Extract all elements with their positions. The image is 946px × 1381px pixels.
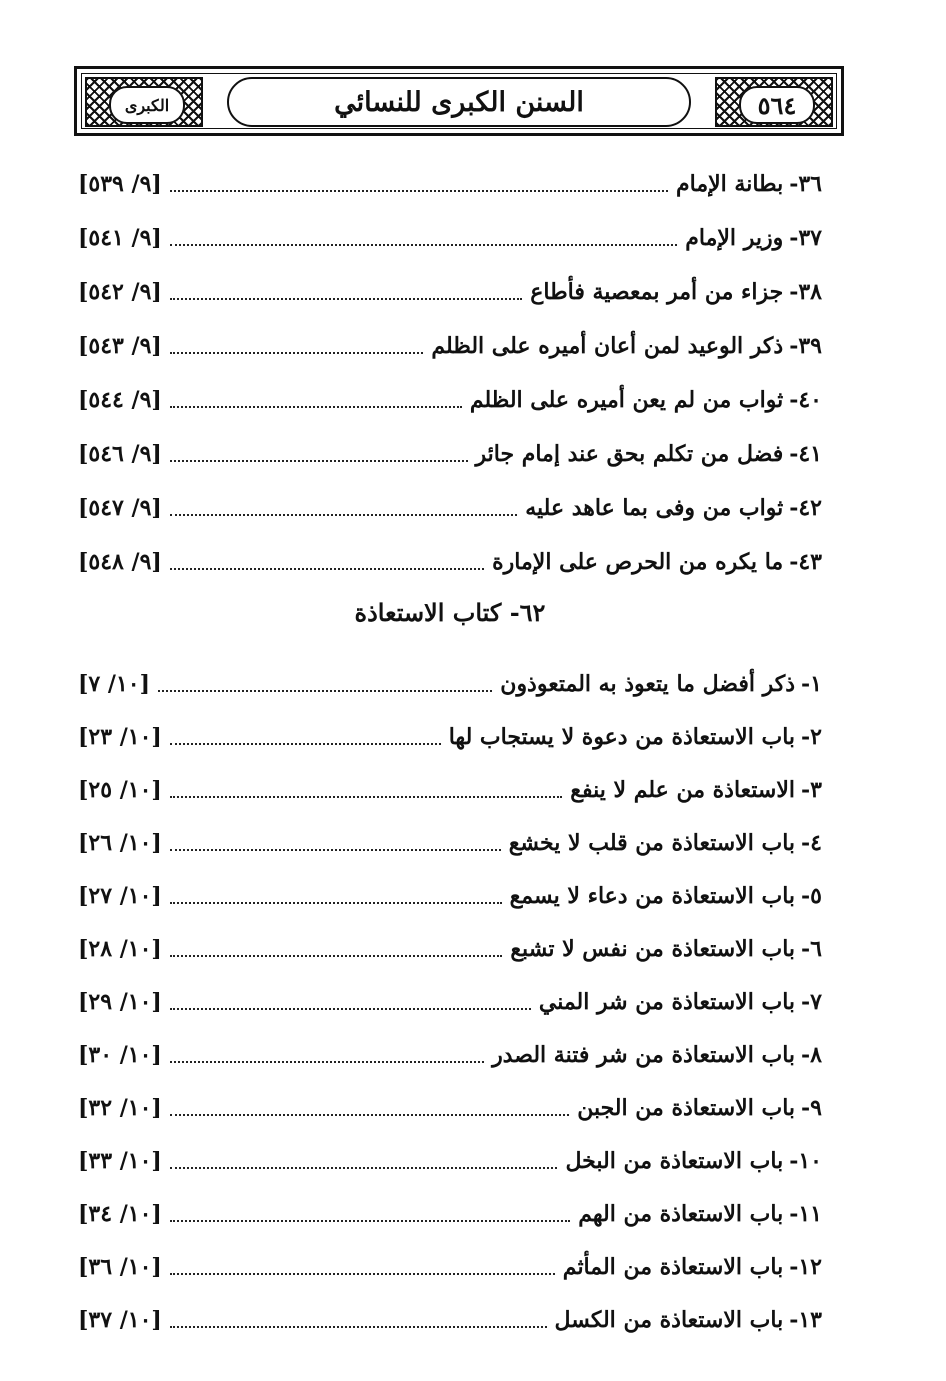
entry-reference: [١٠/ ٢٨] xyxy=(78,936,162,962)
entry-title: ما يكره من الحرص على الإمارة xyxy=(492,549,784,575)
entry-reference: [٩/ ٥٤٨] xyxy=(78,549,162,575)
dot-leader xyxy=(170,1272,555,1275)
toc-entry xyxy=(78,326,822,366)
entry-title: باب الاستعاذة من شر فتنة الصدر xyxy=(492,1042,796,1068)
entry-reference: [١٠/ ٣٦] xyxy=(78,1254,162,1280)
dot-leader xyxy=(170,1219,570,1222)
dot-leader xyxy=(170,189,668,192)
dot-leader xyxy=(170,459,468,462)
toc-entry xyxy=(78,1035,822,1075)
entry-reference: [٩/ ٥٤٢] xyxy=(78,279,162,305)
entry-number: ٨- xyxy=(801,1042,822,1068)
entry-number: ٢- xyxy=(801,724,822,750)
dot-leader xyxy=(170,1166,558,1169)
entry-reference: [١٠/ ٣٠] xyxy=(78,1042,162,1068)
page-number-badge xyxy=(739,86,815,124)
entry-title: باب الاستعاذة من دعوة لا يستجاب لها xyxy=(448,724,796,750)
toc-entry xyxy=(78,1141,822,1181)
toc-entry xyxy=(78,876,822,916)
toc-entry xyxy=(78,1088,822,1128)
toc-entry xyxy=(78,488,822,528)
entry-number: ٩- xyxy=(801,1095,822,1121)
toc-entry xyxy=(78,770,822,810)
entry-reference: [١٠/ ٣٢] xyxy=(78,1095,162,1121)
toc-entry xyxy=(78,542,822,582)
entry-title: باب الاستعاذة من البخل xyxy=(565,1148,784,1174)
toc-entry xyxy=(78,218,822,258)
toc-entry xyxy=(78,272,822,312)
entry-number: ١٠- xyxy=(789,1148,822,1174)
entry-title: باب الاستعاذة من الجبن xyxy=(577,1095,796,1121)
entry-number: ٤٠- xyxy=(789,387,822,413)
running-title: السنن الكبرى للنسائي xyxy=(334,86,584,118)
entry-reference: [١٠/ ٢٦] xyxy=(78,830,162,856)
toc-entry xyxy=(78,1194,822,1234)
dot-leader xyxy=(170,742,441,745)
toc-entry xyxy=(78,1300,822,1340)
running-title-cartouche xyxy=(227,77,691,127)
entry-title: باب الاستعاذة من المأثم xyxy=(562,1254,784,1280)
entry-title: ثواب من وفى بما عاهد عليه xyxy=(525,495,784,521)
entry-number: ٧- xyxy=(801,989,822,1015)
toc-entry xyxy=(78,664,822,704)
dot-leader xyxy=(170,405,462,408)
entry-title: باب الاستعاذة من شر المني xyxy=(538,989,796,1015)
entry-title: جزاء من أمر بمعصية فأطاع xyxy=(530,279,784,305)
dot-leader xyxy=(158,689,492,692)
page-number: ٥٦٤ xyxy=(757,90,797,120)
entry-reference: [١٠/ ٢٩] xyxy=(78,989,162,1015)
dot-leader xyxy=(170,297,522,300)
entry-reference: [٩/ ٥٤٤] xyxy=(78,387,162,413)
dot-leader xyxy=(170,848,501,851)
entry-title: باب الاستعاذة من دعاء لا يسمع xyxy=(509,883,796,909)
entry-number: ١- xyxy=(801,671,822,697)
entry-number: ٥- xyxy=(801,883,822,909)
entry-reference: [٩/ ٥٤١] xyxy=(78,225,162,251)
dot-leader xyxy=(170,1007,531,1010)
dot-leader xyxy=(170,954,503,957)
dot-leader xyxy=(170,901,502,904)
entry-title: ثواب من لم يعن أميره على الظلم xyxy=(469,387,784,413)
toc-entry xyxy=(78,434,822,474)
entry-title: باب الاستعاذة من الكسل xyxy=(554,1307,784,1333)
toc-entry xyxy=(78,823,822,863)
entry-number: ٤٣- xyxy=(789,549,822,575)
page-header xyxy=(74,66,844,136)
entry-reference: [٩/ ٥٤٧] xyxy=(78,495,162,521)
dot-leader xyxy=(170,1060,484,1063)
dot-leader xyxy=(170,243,677,246)
entry-title: باب الاستعاذة من نفس لا تشبع xyxy=(510,936,796,962)
entry-title: الاستعاذة من علم لا ينفع xyxy=(570,777,796,803)
entry-number: ٤- xyxy=(801,830,822,856)
emblem-badge xyxy=(109,86,185,124)
entry-reference: [١٠/ ٢٧] xyxy=(78,883,162,909)
entry-reference: [١٠/ ٣٤] xyxy=(78,1201,162,1227)
entry-reference: [١٠/ ٢٣] xyxy=(78,724,162,750)
entry-reference: [١٠/ ٣٧] xyxy=(78,1307,162,1333)
entry-number: ١٢- xyxy=(789,1254,822,1280)
entry-title: ذكر الوعيد لمن أعان أميره على الظلم xyxy=(431,333,784,359)
toc-entry xyxy=(78,982,822,1022)
entry-reference: [٩/ ٥٣٩] xyxy=(78,171,162,197)
toc-entry xyxy=(78,717,822,757)
entry-number: ٣٧- xyxy=(789,225,822,251)
dot-leader xyxy=(170,1325,547,1328)
entry-number: ٤٢- xyxy=(789,495,822,521)
entry-title: ذكر أفضل ما يتعوذ به المتعوذون xyxy=(500,671,796,697)
entry-number: ٣٦- xyxy=(789,171,822,197)
entry-reference: [١٠/ ٣٣] xyxy=(78,1148,162,1174)
entry-reference: [٩/ ٥٤٦] xyxy=(78,441,162,467)
entry-number: ١١- xyxy=(789,1201,822,1227)
dot-leader xyxy=(170,351,424,354)
entry-number: ٣٨- xyxy=(789,279,822,305)
entry-title: وزير الإمام xyxy=(685,225,784,251)
entry-reference: [١٠/ ٢٥] xyxy=(78,777,162,803)
entry-title: باب الاستعاذة من قلب لا يخشع xyxy=(508,830,796,856)
dot-leader xyxy=(170,513,517,516)
page-number-ornament xyxy=(715,77,833,127)
entry-reference: [٩/ ٥٤٣] xyxy=(78,333,162,359)
entry-number: ٦- xyxy=(801,936,822,962)
emblem-text: الكبرى xyxy=(124,95,170,115)
entry-number: ٣٩- xyxy=(789,333,822,359)
header-emblem-ornament xyxy=(85,77,203,127)
dot-leader xyxy=(170,795,562,798)
dot-leader xyxy=(170,567,484,570)
dot-leader xyxy=(170,1113,569,1116)
entry-title: فضل من تكلم بحق عند إمام جائر xyxy=(475,441,784,467)
section-heading: ٦٢- كتاب الاستعاذة xyxy=(354,598,546,627)
toc-entry xyxy=(78,929,822,969)
entry-reference: [١٠/ ٧] xyxy=(78,671,151,697)
toc-entry xyxy=(78,380,822,420)
entry-number: ١٣- xyxy=(789,1307,822,1333)
toc-entry xyxy=(78,1247,822,1287)
entry-title: بطانة الإمام xyxy=(676,171,784,197)
entry-number: ٤١- xyxy=(789,441,822,467)
entry-number: ٣- xyxy=(801,777,822,803)
entry-title: باب الاستعاذة من الهم xyxy=(578,1201,784,1227)
toc-entry xyxy=(78,164,822,204)
